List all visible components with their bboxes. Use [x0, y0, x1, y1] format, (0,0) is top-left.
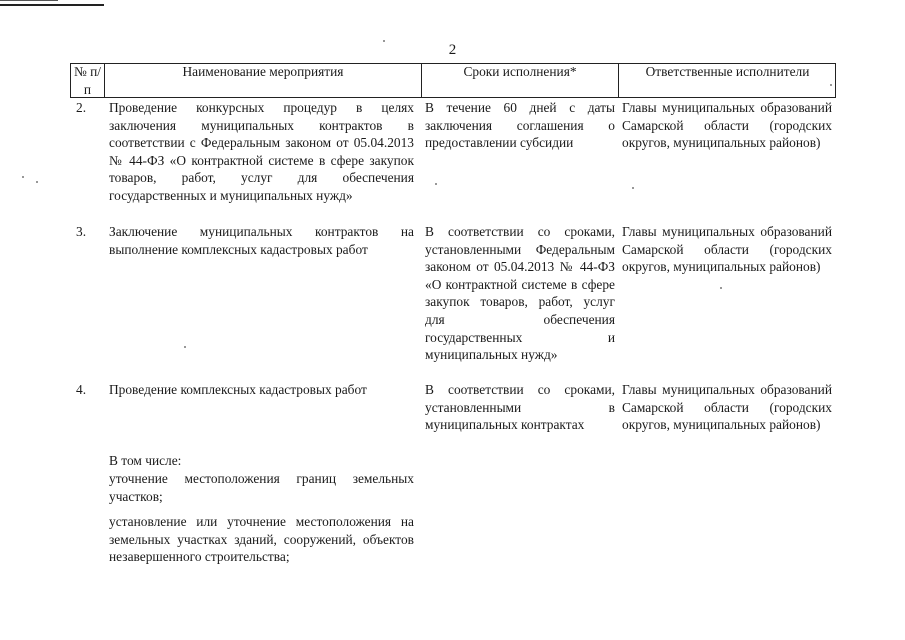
scan-speck	[36, 181, 38, 183]
scan-speck	[830, 84, 832, 86]
row-deadline: В соответствии со сроками, установленными в муниципальных контрактах	[425, 382, 615, 433]
scan-speck	[184, 346, 186, 348]
scan-speck	[435, 183, 437, 185]
row-number: 2.	[76, 100, 87, 115]
scan-artifact	[0, 0, 58, 1]
row-activity-name: Заключение муниципальных контрактов на выполнение комплексных кадастровых работ	[109, 224, 414, 257]
header-deadline: Сроки исполнения*	[463, 64, 577, 79]
header-number: № п/п	[73, 64, 101, 97]
sub-items-intro: В том числе:	[109, 453, 182, 468]
scan-speck	[720, 287, 722, 289]
header-responsible: Ответственные исполнители	[645, 64, 810, 79]
header-activity-name: Наименование мероприятия	[182, 64, 344, 79]
sub-item: установление или уточнение местоположения на земельных участках зданий, сооружений, объектов незавершенного строительства;	[109, 514, 414, 565]
scan-speck	[632, 187, 634, 189]
row-number: 4.	[76, 382, 87, 397]
column-divider	[835, 63, 836, 98]
page-number: 2	[448, 42, 457, 58]
row-responsible: Главы муниципальных образований Самарской области (городских округов, муниципальных районов)	[622, 382, 832, 433]
row-activity-name: Проведение комплексных кадастровых работ	[109, 382, 367, 397]
scan-speck	[22, 176, 24, 178]
row-deadline: В соответствии со сроками, установленными Федеральным законом от 05.04.2013 № 44-ФЗ «О контрактной системе в сфере закупок товаров, работ, услуг для обеспечения государственных и муниципальных нужд»	[425, 224, 615, 363]
row-number: 3.	[76, 224, 87, 239]
row-responsible: Главы муниципальных образований Самарской области (городских округов, муниципальных районов)	[622, 100, 832, 151]
scan-artifact	[0, 4, 104, 6]
column-divider	[618, 63, 619, 98]
row-responsible: Главы муниципальных образований Самарской области (городских округов, муниципальных районов)	[622, 224, 832, 275]
row-deadline: В течение 60 дней с даты заключения соглашения о предоставлении субсидии	[425, 100, 615, 151]
row-activity-name: Проведение конкурсных процедур в целях заключения муниципальных контрактов в соответствии с Федеральным законом от 05.04.2013 № 44-ФЗ «О контрактной системе в сфере закупок товаров, работ, услуг для обеспечения государственных и муниципальных нужд»	[109, 100, 414, 203]
sub-item: уточнение местоположения границ земельных участков;	[109, 471, 414, 504]
table-header-rule	[70, 97, 836, 98]
